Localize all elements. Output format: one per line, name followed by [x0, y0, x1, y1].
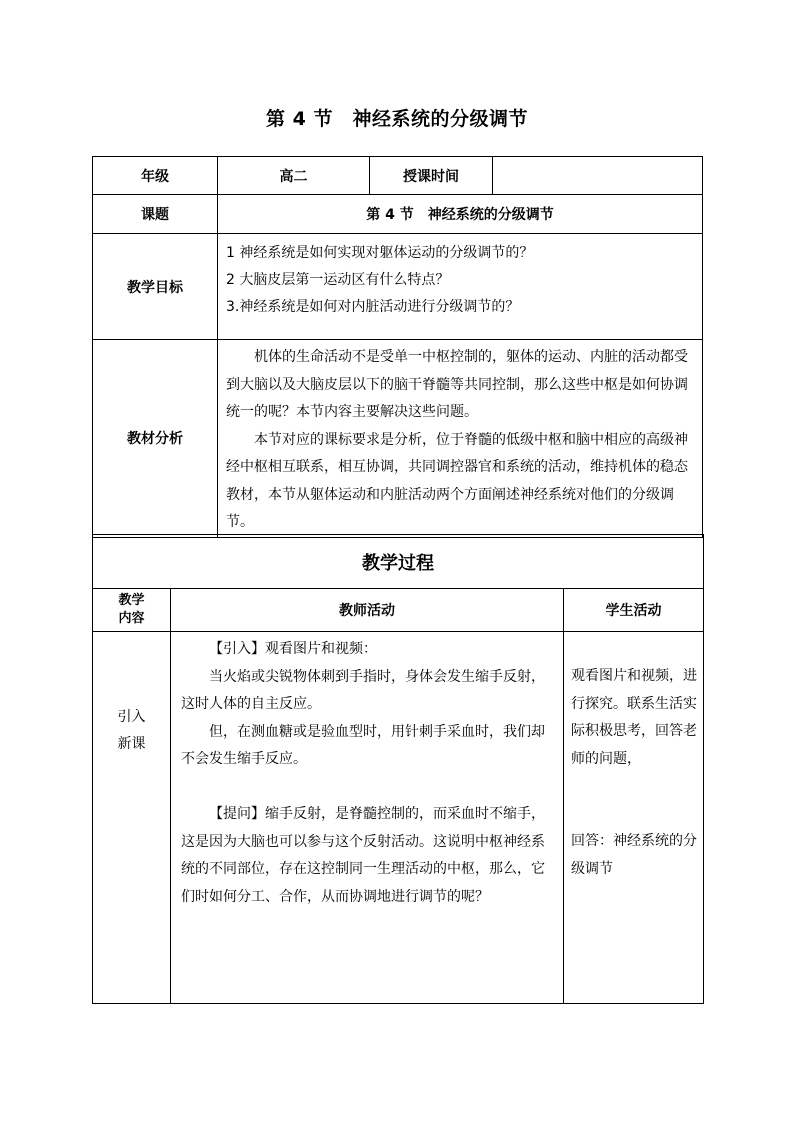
student-paragraph: 观看图片和视频，进行探究。联系生活实际积极思考，回答老师的问题，	[571, 668, 697, 767]
goal-item: 2 大脑皮层第一运动区有什么特点？	[226, 272, 450, 288]
goals-list	[218, 234, 703, 340]
goal-item: 3.神经系统是如何对内脏活动进行分级调节的？	[226, 299, 520, 315]
goal-item: 1 神经系统是如何实现对躯体运动的分级调节的？	[226, 245, 534, 261]
analysis-label: 教材分析	[93, 340, 218, 538]
student-activity	[564, 632, 704, 1004]
column-header-teacher: 教师活动	[171, 589, 564, 632]
analysis-paragraph: 机体的生命活动不是受单一中枢控制的，躯体的运动、内脏的活动都受到大脑以及大脑皮层以下的脑干脊髓等共同控制，那么这些中枢是如何协调统一的呢？本节内容主要解决这些问题。	[226, 349, 688, 420]
teacher-paragraph: 【引入】观看图片和视频：	[209, 641, 377, 657]
student-paragraph: 回答：神经系统的分级调节	[571, 833, 697, 877]
column-header-student: 学生活动	[564, 589, 704, 632]
grade-label: 年级	[93, 157, 218, 195]
document-title: 第 4 节 神经系统的分级调节	[266, 108, 528, 130]
process-title: 教学过程	[93, 535, 704, 589]
teacher-activity	[171, 632, 564, 1004]
analysis-text	[218, 340, 703, 538]
time-label: 授课时间	[370, 157, 493, 195]
analysis-paragraph: 本节对应的课标要求是分析，位于脊髓的低级中枢和脑中相应的高级神经中枢相互联系，相互协调，共同调控器官和系统的活动，维持机体的稳态教材，本节从躯体运动和内脏活动两个方面阐述神经系统对他们的分级调节。	[226, 431, 688, 530]
lesson-info-table	[92, 156, 703, 538]
teacher-paragraph: 当火焰或尖锐物体刺到手指时，身体会发生缩手反射，这时人体的自主反应。	[181, 668, 545, 712]
time-value	[493, 157, 703, 195]
topic-label: 课题	[93, 195, 218, 234]
column-header-content: 教学 内容	[93, 589, 171, 632]
teacher-paragraph: 【提问】缩手反射，是脊髓控制的，而采血时不缩手，这是因为大脑也可以参与这个反射活动。这说明中枢神经系统的不同部位，存在这控制同一生理活动的中枢，那么，它们时如何分工、合作，从而协调地进行调节的呢？	[181, 806, 545, 905]
teacher-paragraph: 但，在测血糖或是验血型时，用针刺手采血时，我们却不会发生缩手反应。	[181, 723, 545, 767]
topic-value: 第 4 节 神经系统的分级调节	[218, 195, 703, 234]
goals-label: 教学目标	[93, 234, 218, 340]
section-name: 引入 新课	[93, 632, 171, 1004]
teaching-process-table	[92, 534, 704, 1004]
grade-value: 高二	[218, 157, 370, 195]
